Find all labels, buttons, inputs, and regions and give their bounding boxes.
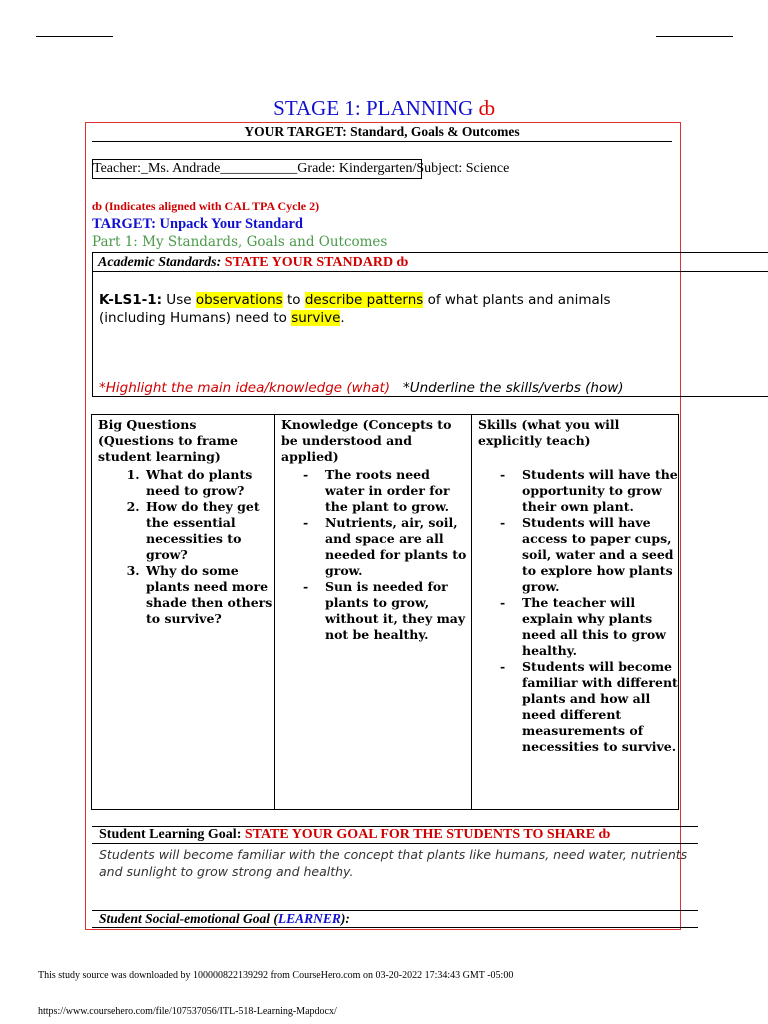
list-item: - The roots need water in order for the plant to grow. [325,467,471,515]
learning-goal-text: Students will become familiar with the concept that plants like humans, need water, nutrients and sunlight to grow strong and healthy. [99,847,688,879]
cal-tpa-note: ȸ (Indicates aligned with CAL TPA Cycle 2) [92,199,320,213]
learning-goal-label: Student Learning Goal: STATE YOUR GOAL FOR THE STUDENTS TO SHARE ȸ [99,827,611,842]
part1-heading: Part 1: My Standards, Goals and Outcomes [92,234,388,250]
top-rule-left [36,36,113,37]
tpa-symbol-icon: ȸ [92,199,102,213]
planning-table [91,414,679,810]
highlight-observations: observations [195,292,283,308]
skills-header: Skills (what you will explicitly teach) [478,417,620,448]
standard-text: K-LS1-1: Use observations to describe patterns of what plants and animals (including Humans) need to survive. [99,292,611,326]
standard-box-edge [92,252,93,397]
underline-hint: *Underline the skills/verbs (how) [403,380,624,396]
list-item: - Students will have access to paper cups, soil, water and a seed to explore how plants grow. [522,515,678,595]
divider [92,141,672,142]
download-notice: This study source was downloaded by 100000822139292 from CourseHero.com on 03-20-2022 17:34:43 GMT -05:00 [38,970,514,981]
teacher-grade-subject: Teacher:_Ms. Andrade___________Grade: Kindergarten/Subject: Science [93,161,510,176]
skills-list [472,467,678,755]
highlight-survive: survive [291,310,341,326]
list-item: - Nutrients, air, soil, and space are all needed for plants to grow. [325,515,471,579]
academic-standards-label: Academic Standards: STATE YOUR STANDARD ȸ [98,255,409,270]
big-questions-cell [92,415,275,810]
tpa-symbol-icon: ȸ [598,827,611,842]
knowledge-cell [275,415,472,810]
big-questions-list [92,467,274,627]
knowledge-list [275,467,471,643]
list-item: - Sun is needed for plants to grow, without it, they may not be healthy. [325,579,471,643]
target-heading: YOUR TARGET: Standard, Goals & Outcomes [244,124,520,139]
big-questions-header: Big Questions (Questions to frame student learning) [98,417,238,464]
tpa-symbol-icon: ȸ [478,96,495,120]
tpa-symbol-icon: ȸ [396,255,409,270]
divider [92,396,768,397]
knowledge-header: Knowledge (Concepts to be understood and applied) [281,417,452,464]
list-item: - Students will become familiar with different plants and how all need different measurements of necessities to survive. [522,659,678,755]
target-unpack-heading: TARGET: Unpack Your Standard [92,216,303,232]
skills-cell [472,415,679,810]
list-item: 2. How do they get the essential necessities to grow? [144,499,274,563]
list-item: 3. Why do some plants need more shade then others to survive? [144,563,274,627]
top-rule-right [656,36,733,37]
highlight-hint: *Highlight the main idea/knowledge (what) [99,380,391,396]
list-item: - The teacher will explain why plants need all this to grow healthy. [522,595,678,659]
page-title: STAGE 1: PLANNING ȸ [273,96,495,120]
list-item: 1. What do plants need to grow? [144,467,274,499]
list-item: - Students will have the opportunity to grow their own plant. [522,467,678,515]
social-goal-label: Student Social-emotional Goal (LEARNER): [99,911,350,926]
highlight-describe-patterns: describe patterns [304,292,424,308]
source-url[interactable]: https://www.coursehero.com/file/107537056/ITL-518-Learning-Mapdocx/ [38,1006,337,1017]
